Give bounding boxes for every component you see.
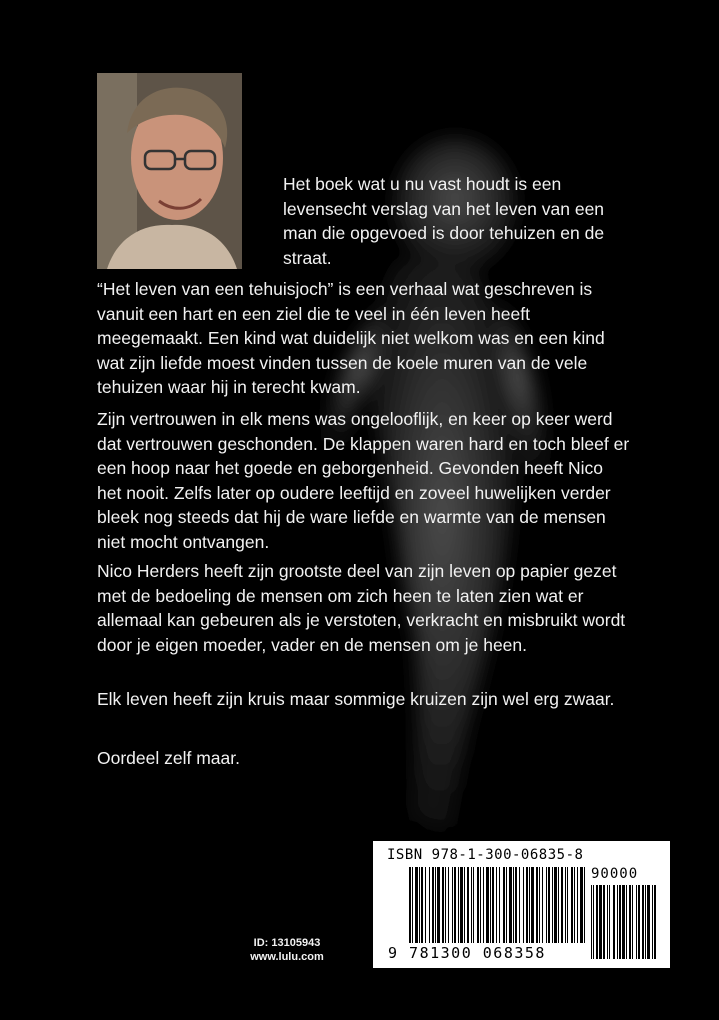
isbn-label: ISBN 978-1-300-06835-8 (387, 847, 584, 863)
isbn-barcode (373, 841, 670, 968)
barcode-ean-digits: 9 781300 068358 (388, 944, 546, 962)
intro-paragraph: Het boek wat u nu vast houdt is een levensecht verslag van het leven van een man die opgevoed is door tehuizen en de straat. (283, 174, 605, 268)
barcode-addon-digits: 90000 (591, 866, 639, 882)
publisher-imprint (232, 936, 342, 964)
publisher-id: ID: 13105943 (253, 937, 321, 949)
publisher-url: www.lulu.com (250, 951, 324, 963)
body-paragraph-2: Zijn vertrouwen in elk mens was ongelooflijk, en keer op keer werd dat vertrouwen geschonden. De klappen waren hard en toch bleef er een hoop naar het goede en geborgenheid. Gevonden heeft Nico het nooit. Zelfs later op oudere leeftijd en zoveel huwelijken verder bleek nog steeds dat hij de ware liefde en warmte van de mensen niet mocht ontvangen. (97, 409, 630, 552)
closing-line: Oordeel zelf maar. (97, 748, 240, 768)
author-photo (97, 73, 242, 269)
body-paragraph-4: Elk leven heeft zijn kruis maar sommige kruizen zijn wel erg zwaar. (97, 689, 615, 709)
body-paragraph-1: “Het leven van een tehuisjoch” is een verhaal wat geschreven is vanuit een hart en een ziel die te veel in één leven heeft meegemaakt. Een kind wat duidelijk niet welkom was en een kind wat zijn liefde moest vinden tussen de koele muren van de vele tehuizen waar hij in terecht kwam. (97, 279, 605, 397)
body-paragraph-3: Nico Herders heeft zijn grootste deel van zijn leven op papier gezet met de bedoeling de mensen om zich heen te laten zien wat er allemaal kan gebeuren als je verstoten, verkracht en misbruikt wordt door je eigen moeder, vader en de mensen om je heen. (97, 561, 626, 655)
